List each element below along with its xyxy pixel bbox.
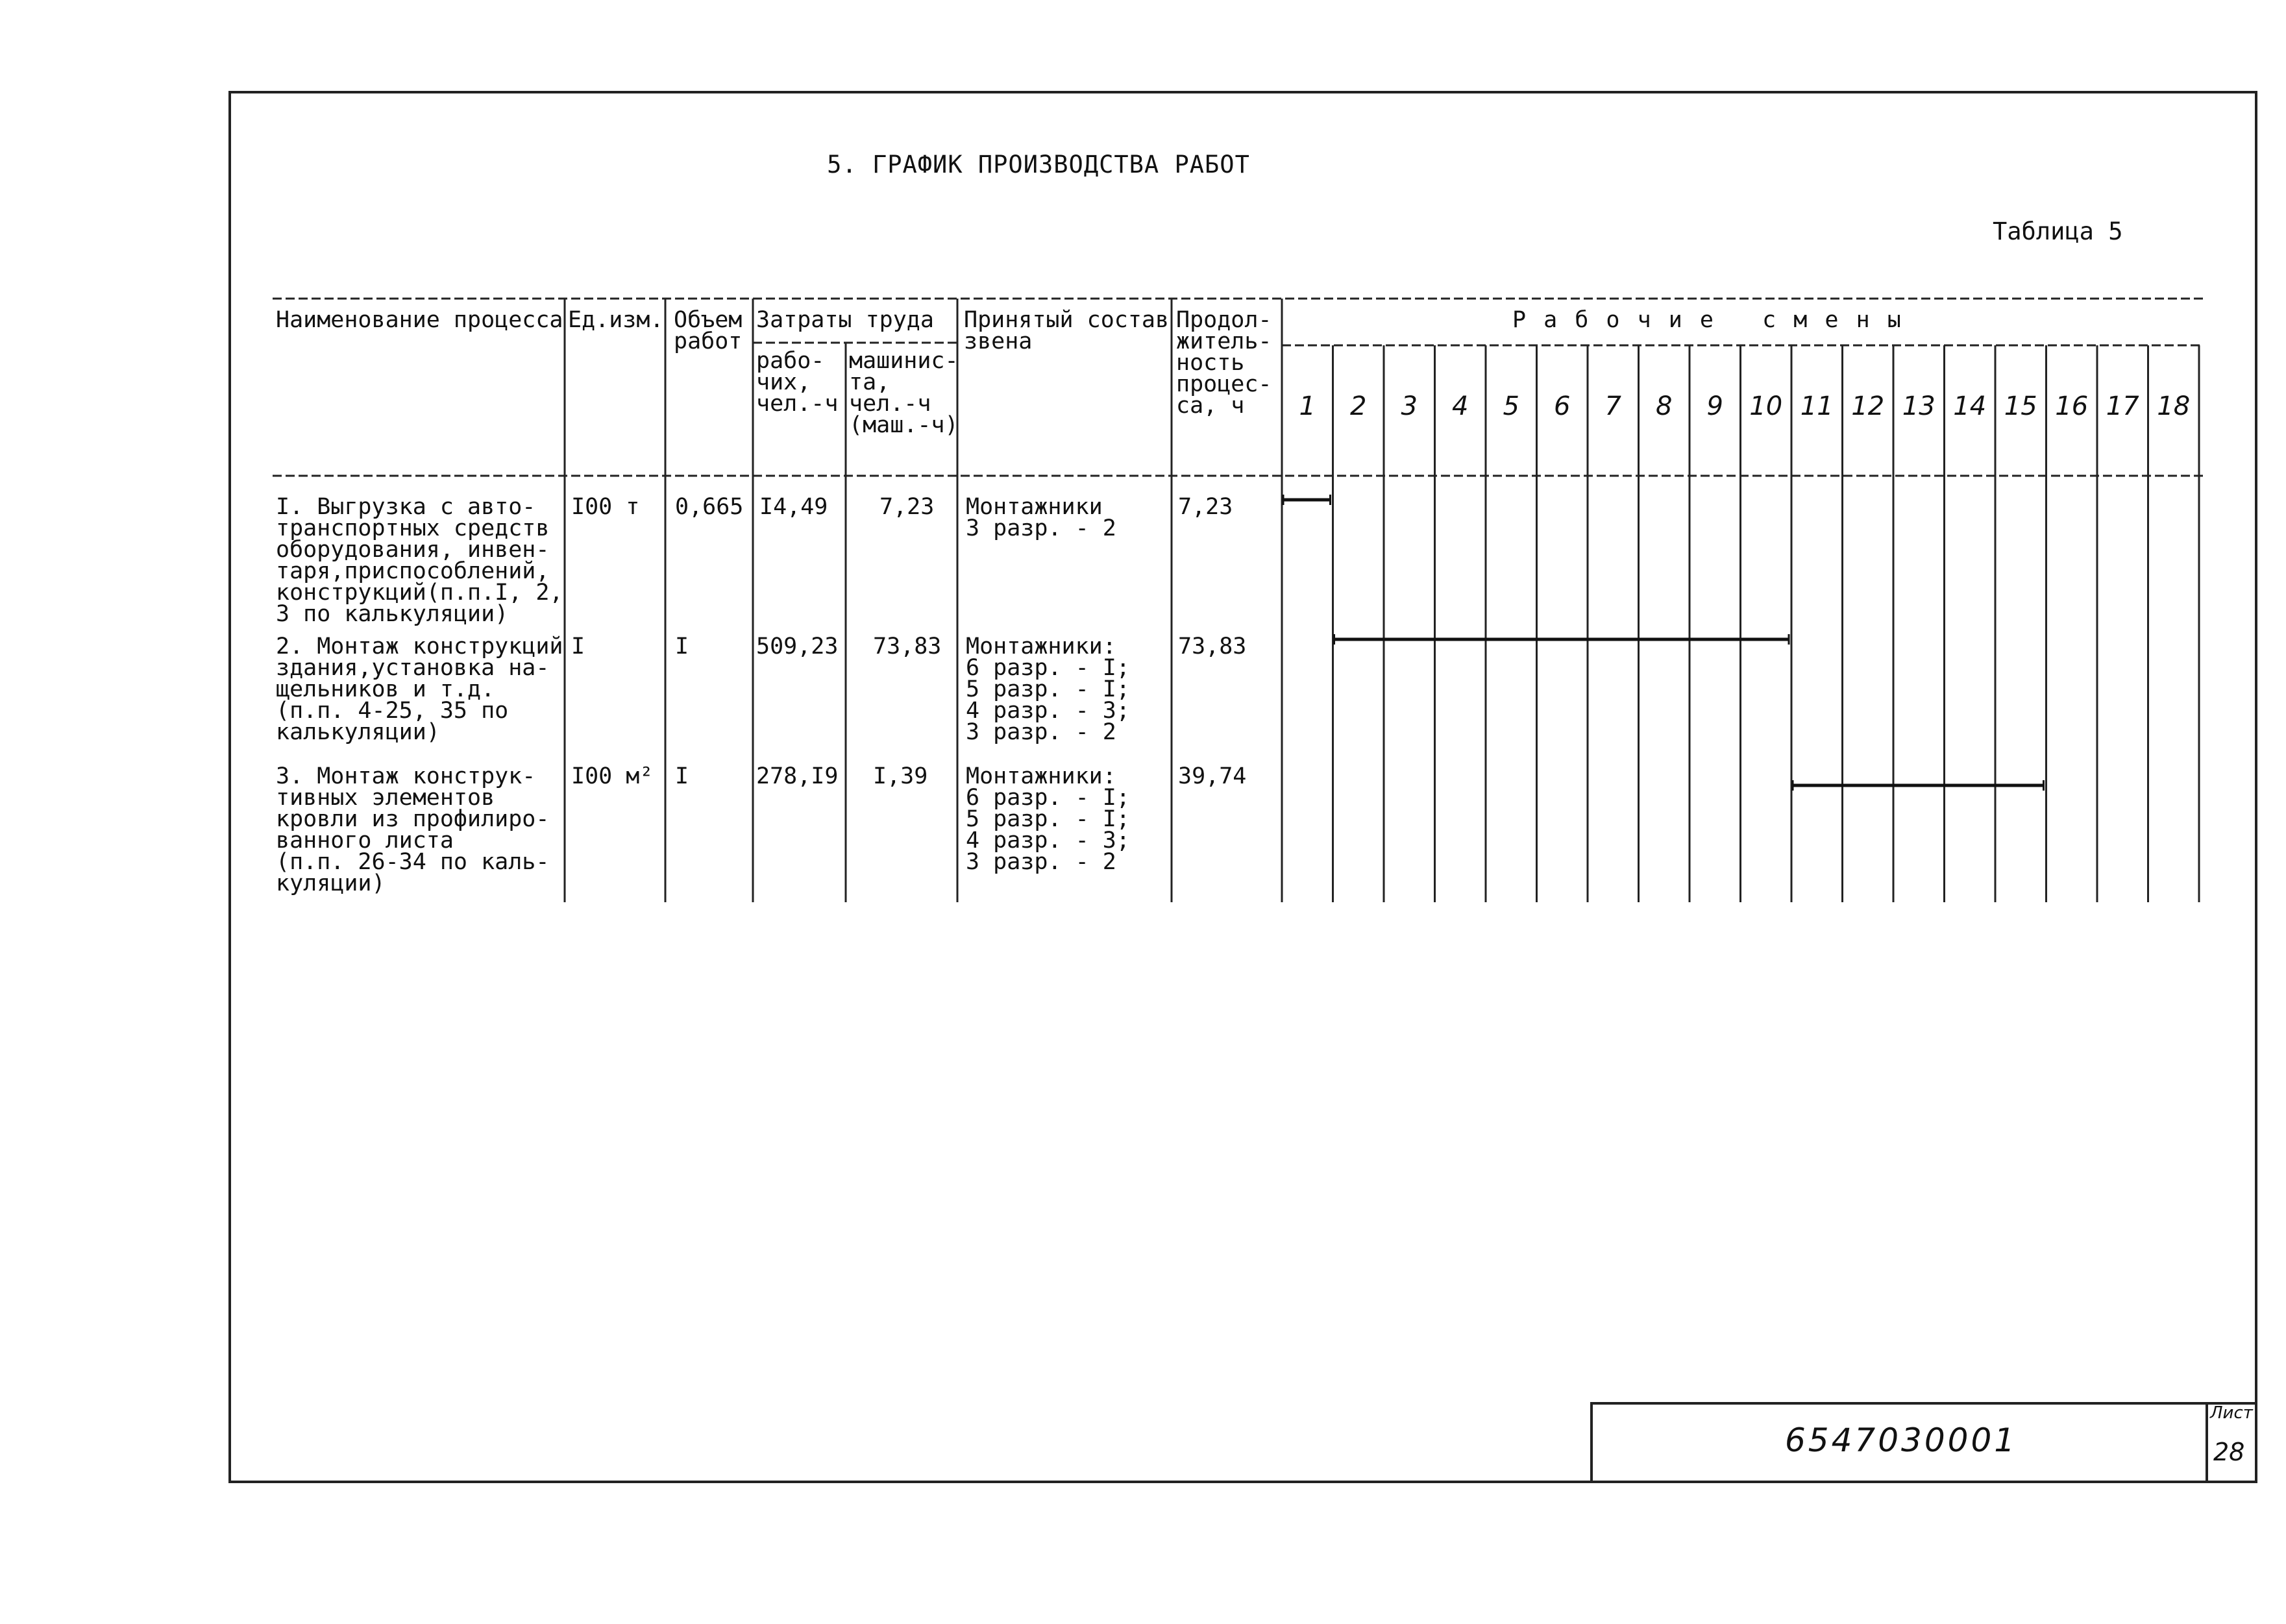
- row-3-duration: 39,74: [1178, 763, 1247, 789]
- table-label: Таблица 5: [1993, 217, 2123, 245]
- sheet-number: 28: [2213, 1438, 2245, 1466]
- document-code: 6547030001: [1785, 1421, 2018, 1459]
- shift-number: 9: [1706, 391, 1723, 421]
- header-process: Наименование процесса: [276, 307, 563, 333]
- row-3-crew: Монтажники: 6 разр. - I; 5 разр. - I; 4 разр. - 3; 3 разр. - 2: [966, 763, 1130, 875]
- page-title: 5. ГРАФИК ПРОИЗВОДСТВА РАБОТ: [827, 151, 1250, 178]
- header-crew: Принятый состав звена: [964, 307, 1170, 354]
- row-2-machinists: 73,83: [873, 634, 942, 659]
- shift-number: 2: [1350, 391, 1367, 421]
- shift-number: 14: [1953, 391, 1987, 421]
- shift-number: 11: [1800, 391, 1834, 421]
- row-3-volume: I: [675, 763, 689, 789]
- row-1-machinists: 7,23: [879, 494, 935, 520]
- header-duration: Продол- житель- ность процес- са, ч: [1176, 307, 1272, 419]
- shift-number: 16: [2055, 391, 2089, 421]
- header-volume: Объем работ: [674, 307, 743, 354]
- header-unit: Ед.изм.: [568, 307, 664, 333]
- row-1-duration: 7,23: [1178, 494, 1233, 520]
- row-3-workers: 278,I9: [756, 763, 839, 789]
- row-1-crew: Монтажники 3 разр. - 2: [966, 494, 1116, 541]
- shift-number: 4: [1452, 391, 1469, 421]
- header-labor-workers: рабо- чих, чел.-ч: [756, 348, 839, 417]
- row-2-unit: I: [571, 634, 585, 659]
- row-2-workers: 509,23: [756, 634, 839, 659]
- sheet-label: Лист: [2210, 1403, 2253, 1423]
- header-labor: Затраты труда: [756, 307, 934, 333]
- shift-number: 6: [1554, 391, 1571, 421]
- header-labor-machinists: машинис- та, чел.-ч (маш.-ч): [849, 348, 959, 438]
- header-shifts: Р а б о ч и е с м е н ы: [1512, 307, 1903, 333]
- row-2-volume: I: [675, 634, 689, 659]
- row-3-machinists: I,39: [873, 763, 928, 789]
- shift-number: 18: [2157, 391, 2191, 421]
- shift-number: 15: [2004, 391, 2037, 421]
- shift-number: 13: [1902, 391, 1936, 421]
- shift-number: 5: [1503, 391, 1519, 421]
- row-2-crew: Монтажники: 6 разр. - I; 5 разр. - I; 4 разр. - 3; 3 разр. - 2: [966, 634, 1130, 745]
- shift-number: 17: [2106, 391, 2139, 421]
- shift-number: 8: [1656, 391, 1673, 421]
- row-1-unit: I00 т: [571, 494, 640, 520]
- shift-number: 3: [1401, 391, 1418, 421]
- shift-number: 1: [1299, 391, 1316, 421]
- shift-number: 12: [1851, 391, 1885, 421]
- row-1-workers: I4,49: [759, 494, 828, 520]
- shift-number: 10: [1749, 391, 1783, 421]
- row-2-process: 2. Монтаж конструкций здания,установка на- щельников и т.д. (п.п. 4-25, 35 по калькуляции): [276, 634, 563, 745]
- row-1-process: I. Выгрузка с авто- транспортных средств оборудования, инвен- таря,приспособлений, конструкций(п.п.I, 2, 3 по калькуляции): [276, 494, 563, 627]
- row-3-unit: I00 м²: [571, 763, 654, 789]
- row-2-duration: 73,83: [1178, 634, 1247, 659]
- shift-number: 7: [1604, 391, 1621, 421]
- row-1-volume: 0,665: [675, 494, 744, 520]
- row-3-process: 3. Монтаж конструк- тивных элементов кровли из профилиро- ванного листа (п.п. 26-34 по каль- куляции): [276, 763, 550, 896]
